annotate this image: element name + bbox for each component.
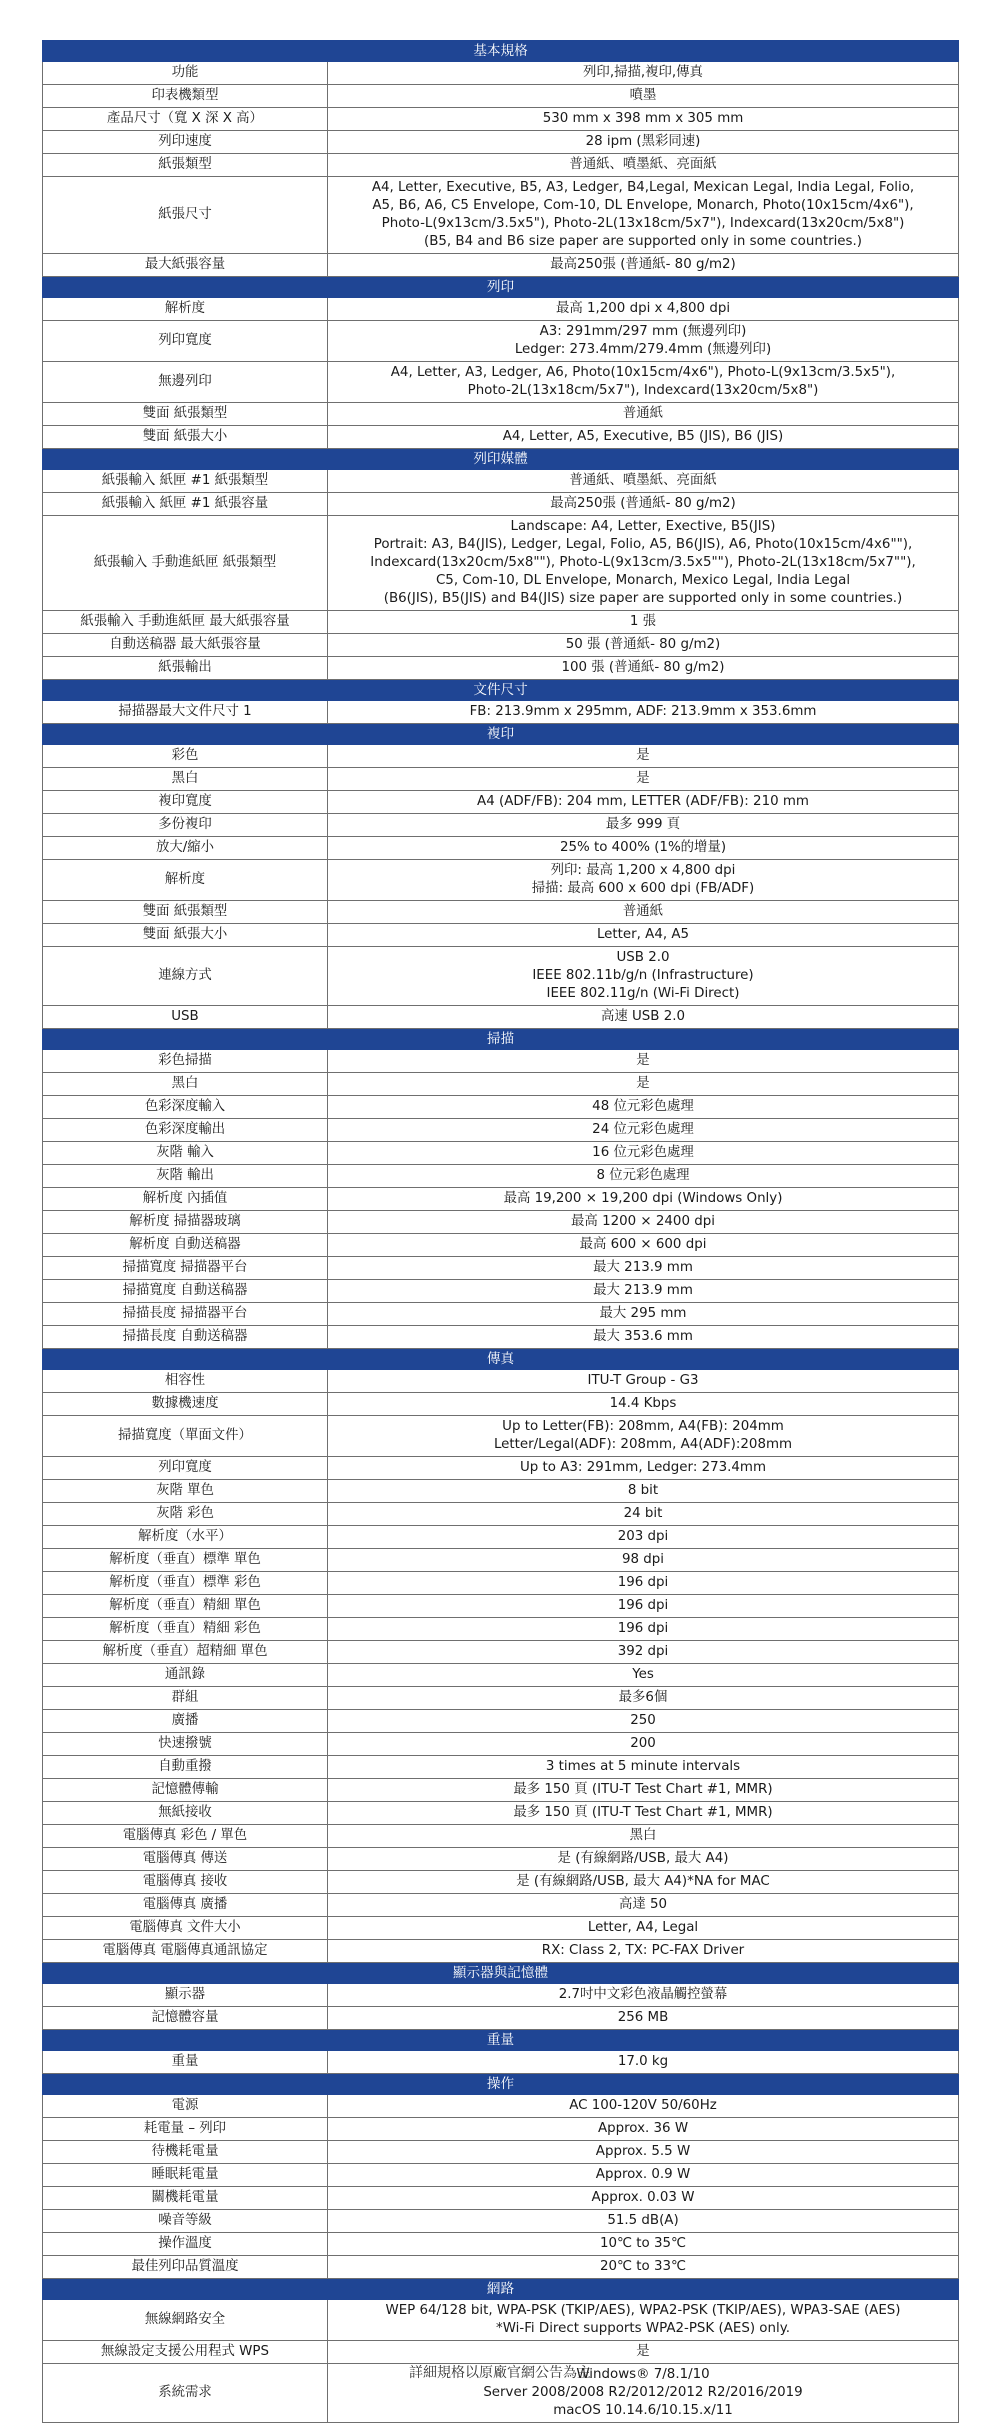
spec-row (43, 1257, 959, 1280)
spec-row (43, 1119, 959, 1142)
section-header (43, 1029, 959, 1050)
spec-value-line: IEEE 802.11b/g/n (Infrastructure) (532, 968, 754, 983)
spec-label: 掃描長度 自動送稿器 (43, 1326, 328, 1349)
spec-value: 14.4 Kbps (328, 1393, 959, 1416)
spec-row (43, 814, 959, 837)
spec-row (43, 1618, 959, 1641)
section-title: 網路 (43, 2279, 959, 2300)
spec-value: 98 dpi (328, 1549, 959, 1572)
spec-row (43, 1211, 959, 1234)
spec-value-line: macOS 10.14.6/10.15.x/11 (553, 2403, 733, 2418)
spec-value: 1 張 (328, 611, 959, 634)
spec-row (43, 1595, 959, 1618)
spec-row (43, 791, 959, 814)
spec-value: 16 位元彩色處理 (328, 1142, 959, 1165)
spec-value-line: Server 2008/2008 R2/2012/2012 R2/2016/2019 (483, 2385, 803, 2400)
spec-label: 電源 (43, 2095, 328, 2118)
spec-label: 紙張輸入 手動進紙匣 紙張類型 (43, 516, 328, 611)
spec-value: 噴墨 (328, 85, 959, 108)
spec-row (43, 1825, 959, 1848)
spec-value-line: WEP 64/128 bit, WPA-PSK (TKIP/AES), WPA2-PSK (TKIP/AES), WPA3-SAE (AES) (385, 2303, 901, 2318)
spec-value: 51.5 dB(A) (328, 2210, 959, 2233)
section-title: 重量 (43, 2030, 959, 2051)
section-title: 傳真 (43, 1349, 959, 1370)
spec-value: 最多 150 頁 (ITU-T Test Chart #1, MMR) (328, 1802, 959, 1825)
spec-row (43, 1503, 959, 1526)
spec-label: 最大紙張容量 (43, 254, 328, 277)
spec-label: 產品尺寸（寬 X 深 X 高） (43, 108, 328, 131)
spec-label: 無線網路安全 (43, 2300, 328, 2341)
spec-row (43, 1848, 959, 1871)
spec-row (43, 1188, 959, 1211)
spec-value: 高達 50 (328, 1894, 959, 1917)
spec-row (43, 1050, 959, 1073)
spec-label: 操作溫度 (43, 2233, 328, 2256)
spec-row (43, 85, 959, 108)
spec-label: 電腦傳真 電腦傳真通訊協定 (43, 1940, 328, 1963)
section-header (43, 449, 959, 470)
spec-label: 紙張輸入 紙匣 #1 紙張容量 (43, 493, 328, 516)
spec-value: 20℃ to 33℃ (328, 2256, 959, 2279)
spec-value: Approx. 36 W (328, 2118, 959, 2141)
section-header (43, 277, 959, 298)
spec-label: 廣播 (43, 1710, 328, 1733)
spec-value: 196 dpi (328, 1618, 959, 1641)
spec-label: 噪音等級 (43, 2210, 328, 2233)
spec-label: 印表機類型 (43, 85, 328, 108)
spec-label: 雙面 紙張類型 (43, 901, 328, 924)
spec-label: 電腦傳真 接收 (43, 1871, 328, 1894)
spec-value-line: A5, B6, A6, C5 Envelope, Com-10, DL Envelope, Monarch, Photo(10x15cm/4x6"), (372, 198, 914, 213)
section-title: 複印 (43, 724, 959, 745)
spec-row (43, 426, 959, 449)
spec-row (43, 2233, 959, 2256)
spec-value: 最大 213.9 mm (328, 1257, 959, 1280)
spec-value-line: Up to Letter(FB): 208mm, A4(FB): 204mm (502, 1419, 784, 1434)
spec-row (43, 2095, 959, 2118)
spec-value (328, 516, 959, 611)
spec-value-line: (B6(JIS), B5(JIS) and B4(JIS) size paper are supported only in some countries.) (383, 591, 903, 606)
spec-label: 關機耗電量 (43, 2187, 328, 2210)
spec-label: 睡眠耗電量 (43, 2164, 328, 2187)
spec-row (43, 254, 959, 277)
spec-row (43, 2187, 959, 2210)
spec-value: Yes (328, 1664, 959, 1687)
spec-value: FB: 213.9mm x 295mm, ADF: 213.9mm x 353.6mm (328, 701, 959, 724)
spec-value-line: 列印: 最高 1,200 x 4,800 dpi (550, 863, 736, 878)
spec-value: 普通紙、噴墨紙、亮面紙 (328, 154, 959, 177)
spec-label: 多份複印 (43, 814, 328, 837)
spec-row (43, 154, 959, 177)
spec-row (43, 1917, 959, 1940)
spec-label: 列印寬度 (43, 321, 328, 362)
spec-row (43, 657, 959, 680)
spec-row (43, 1303, 959, 1326)
spec-value: 530 mm x 398 mm x 305 mm (328, 108, 959, 131)
spec-label: 彩色 (43, 745, 328, 768)
spec-row (43, 634, 959, 657)
section-title: 基本規格 (43, 41, 959, 62)
spec-label: 顯示器 (43, 1984, 328, 2007)
spec-value: 196 dpi (328, 1572, 959, 1595)
spec-row (43, 470, 959, 493)
spec-label: 功能 (43, 62, 328, 85)
spec-label: 黑白 (43, 768, 328, 791)
spec-row (43, 1572, 959, 1595)
spec-row (43, 1073, 959, 1096)
section-title: 操作 (43, 2074, 959, 2095)
spec-row (43, 177, 959, 254)
section-title: 掃描 (43, 1029, 959, 1050)
spec-row (43, 1940, 959, 1963)
spec-label: 系統需求 (43, 2364, 328, 2423)
spec-row (43, 1326, 959, 1349)
spec-label: 電腦傳真 彩色 / 單色 (43, 1825, 328, 1848)
spec-label: 電腦傳真 廣播 (43, 1894, 328, 1917)
spec-value-line: Windows® 7/8.1/10 (576, 2367, 710, 2382)
spec-value: 是 (有線網路/USB, 最大 A4)*NA for MAC (328, 1871, 959, 1894)
spec-row (43, 2118, 959, 2141)
spec-row (43, 901, 959, 924)
spec-label: 解析度 自動送稿器 (43, 1234, 328, 1257)
spec-value: 200 (328, 1733, 959, 1756)
spec-value: 最高250張 (普通紙- 80 g/m2) (328, 493, 959, 516)
spec-value: 24 位元彩色處理 (328, 1119, 959, 1142)
spec-row (43, 860, 959, 901)
spec-label: USB (43, 1006, 328, 1029)
spec-row (43, 362, 959, 403)
spec-value-line: IEEE 802.11g/n (Wi-Fi Direct) (546, 986, 740, 1001)
spec-value: 50 張 (普通紙- 80 g/m2) (328, 634, 959, 657)
spec-value: 48 位元彩色處理 (328, 1096, 959, 1119)
spec-row (43, 1984, 959, 2007)
spec-value: 24 bit (328, 1503, 959, 1526)
spec-label: 群組 (43, 1687, 328, 1710)
spec-label: 記憶體傳輸 (43, 1779, 328, 1802)
spec-value-line: USB 2.0 (616, 950, 670, 965)
spec-row (43, 1687, 959, 1710)
spec-value: A4, Letter, A5, Executive, B5 (JIS), B6 (JIS) (328, 426, 959, 449)
spec-label: 電腦傳真 傳送 (43, 1848, 328, 1871)
spec-table-body (43, 41, 959, 2423)
spec-value: 普通紙 (328, 403, 959, 426)
spec-label: 掃描器最大文件尺寸 1 (43, 701, 328, 724)
spec-value: 最高 19,200 × 19,200 dpi (Windows Only) (328, 1188, 959, 1211)
spec-value: 256 MB (328, 2007, 959, 2030)
spec-value: 8 bit (328, 1480, 959, 1503)
spec-row (43, 493, 959, 516)
spec-label: 紙張尺寸 (43, 177, 328, 254)
spec-value: 25% to 400% (1%的增量) (328, 837, 959, 860)
spec-value-line: A4, Letter, A3, Ledger, A6, Photo(10x15cm/4x6"), Photo-L(9x13cm/3.5x5"), (390, 365, 896, 380)
spec-label: 紙張輸入 手動進紙匣 最大紙張容量 (43, 611, 328, 634)
spec-label: 掃描長度 掃描器平台 (43, 1303, 328, 1326)
spec-label: 複印寬度 (43, 791, 328, 814)
spec-label: 電腦傳真 文件大小 (43, 1917, 328, 1940)
spec-value (328, 321, 959, 362)
spec-row (43, 1664, 959, 1687)
spec-value-line: C5, Com-10, DL Envelope, Monarch, Mexico Legal, India Legal (435, 573, 851, 588)
spec-label: 解析度 (43, 860, 328, 901)
spec-row (43, 1894, 959, 1917)
spec-row (43, 2341, 959, 2364)
section-title: 文件尺寸 (43, 680, 959, 701)
spec-label: 自動送稿器 最大紙張容量 (43, 634, 328, 657)
spec-row (43, 1480, 959, 1503)
spec-row (43, 701, 959, 724)
spec-row (43, 131, 959, 154)
spec-label: 無線設定支援公用程式 WPS (43, 2341, 328, 2364)
spec-label: 黑白 (43, 1073, 328, 1096)
spec-value (328, 860, 959, 901)
spec-label: 解析度 掃描器玻璃 (43, 1211, 328, 1234)
spec-row (43, 2007, 959, 2030)
spec-row (43, 1779, 959, 1802)
spec-row (43, 2141, 959, 2164)
section-header (43, 2279, 959, 2300)
spec-row (43, 768, 959, 791)
spec-row (43, 1641, 959, 1664)
footer-note: 詳細規格以原廠官網公告為主 (409, 2365, 591, 2381)
spec-row (43, 1549, 959, 1572)
spec-value: 是 (328, 2341, 959, 2364)
spec-value: 最高 1200 × 2400 dpi (328, 1211, 959, 1234)
spec-value: Approx. 0.03 W (328, 2187, 959, 2210)
spec-value: 是 (328, 768, 959, 791)
spec-label: 灰階 單色 (43, 1480, 328, 1503)
spec-value (328, 2300, 959, 2341)
spec-row (43, 837, 959, 860)
spec-value: 高速 USB 2.0 (328, 1006, 959, 1029)
spec-row (43, 1756, 959, 1779)
spec-row (43, 516, 959, 611)
spec-row (43, 1096, 959, 1119)
spec-label: 解析度（水平） (43, 1526, 328, 1549)
spec-value: 250 (328, 1710, 959, 1733)
spec-value: 28 ipm (黑彩同速) (328, 131, 959, 154)
spec-value: 最高 1,200 dpi x 4,800 dpi (328, 298, 959, 321)
spec-label: 解析度（垂直）標準 彩色 (43, 1572, 328, 1595)
spec-value: 203 dpi (328, 1526, 959, 1549)
spec-label: 色彩深度輸入 (43, 1096, 328, 1119)
spec-value: 3 times at 5 minute intervals (328, 1756, 959, 1779)
spec-label: 灰階 輸入 (43, 1142, 328, 1165)
spec-row (43, 1710, 959, 1733)
section-header (43, 1349, 959, 1370)
spec-value: 2.7吋中文彩色液晶觸控螢幕 (328, 1984, 959, 2007)
spec-label: 解析度 內插值 (43, 1188, 328, 1211)
spec-row (43, 611, 959, 634)
spec-value: 列印,掃描,複印,傳真 (328, 62, 959, 85)
section-header (43, 724, 959, 745)
spec-row (43, 2164, 959, 2187)
spec-row (43, 1871, 959, 1894)
spec-value: 普通紙 (328, 901, 959, 924)
spec-row (43, 947, 959, 1006)
spec-row (43, 2300, 959, 2341)
spec-label: 耗電量 – 列印 (43, 2118, 328, 2141)
spec-value-line: Indexcard(13x20cm/5x8""), Photo-L(9x13cm/3.5x5""), Photo-2L(13x18cm/5x7""), (370, 555, 916, 570)
spec-label: 紙張輸出 (43, 657, 328, 680)
spec-label: 列印寬度 (43, 1457, 328, 1480)
spec-value-line: *Wi-Fi Direct supports WPA2-PSK (AES) only. (496, 2321, 790, 2336)
section-title: 列印媒體 (43, 449, 959, 470)
spec-value-line: A3: 291mm/297 mm (無邊列印) (539, 324, 747, 339)
spec-row (43, 1280, 959, 1303)
spec-label: 記憶體容量 (43, 2007, 328, 2030)
spec-value-line: Landscape: A4, Letter, Exective, B5(JIS) (510, 519, 776, 534)
spec-label: 待機耗電量 (43, 2141, 328, 2164)
spec-row (43, 62, 959, 85)
spec-label: 無邊列印 (43, 362, 328, 403)
spec-value-line: Letter/Legal(ADF): 208mm, A4(ADF):208mm (493, 1437, 793, 1452)
spec-value: 最高250張 (普通紙- 80 g/m2) (328, 254, 959, 277)
spec-value: 黑白 (328, 1825, 959, 1848)
spec-value: 普通紙、噴墨紙、亮面紙 (328, 470, 959, 493)
spec-value: 392 dpi (328, 1641, 959, 1664)
spec-label: 列印速度 (43, 131, 328, 154)
spec-row (43, 298, 959, 321)
spec-label: 解析度（垂直）超精細 單色 (43, 1641, 328, 1664)
spec-row (43, 108, 959, 131)
spec-row (43, 924, 959, 947)
spec-value (328, 177, 959, 254)
spec-value: Approx. 5.5 W (328, 2141, 959, 2164)
spec-value: 最多6個 (328, 1687, 959, 1710)
spec-label: 快速撥號 (43, 1733, 328, 1756)
spec-value: 196 dpi (328, 1595, 959, 1618)
spec-row (43, 1234, 959, 1257)
spec-value: 17.0 kg (328, 2051, 959, 2074)
spec-value-line: A4, Letter, Executive, B5, A3, Ledger, B4,Legal, Mexican Legal, India Legal, Folio, (371, 180, 915, 195)
spec-label: 雙面 紙張類型 (43, 403, 328, 426)
spec-label: 紙張輸入 紙匣 #1 紙張類型 (43, 470, 328, 493)
spec-row (43, 1006, 959, 1029)
spec-value: 最多 999 頁 (328, 814, 959, 837)
spec-label: 相容性 (43, 1370, 328, 1393)
spec-value: 是 (328, 1050, 959, 1073)
spec-label: 掃描寬度 掃描器平台 (43, 1257, 328, 1280)
spec-value: ITU-T Group - G3 (328, 1370, 959, 1393)
section-header (43, 41, 959, 62)
spec-value: 是 (328, 1073, 959, 1096)
spec-value (328, 1416, 959, 1457)
spec-value (328, 362, 959, 403)
spec-value: A4 (ADF/FB): 204 mm, LETTER (ADF/FB): 210 mm (328, 791, 959, 814)
spec-label: 掃描寬度（單面文件） (43, 1416, 328, 1457)
spec-value: 最多 150 頁 (ITU-T Test Chart #1, MMR) (328, 1779, 959, 1802)
spec-label: 通訊錄 (43, 1664, 328, 1687)
spec-label: 最佳列印品質溫度 (43, 2256, 328, 2279)
section-header (43, 2074, 959, 2095)
spec-value: 最大 213.9 mm (328, 1280, 959, 1303)
spec-label: 放大/縮小 (43, 837, 328, 860)
spec-row (43, 1733, 959, 1756)
spec-label: 連線方式 (43, 947, 328, 1006)
spec-label: 重量 (43, 2051, 328, 2074)
spec-value: 10℃ to 35℃ (328, 2233, 959, 2256)
spec-row (43, 321, 959, 362)
section-title: 列印 (43, 277, 959, 298)
spec-value: Letter, A4, A5 (328, 924, 959, 947)
spec-label: 雙面 紙張大小 (43, 426, 328, 449)
spec-value: 100 張 (普通紙- 80 g/m2) (328, 657, 959, 680)
spec-label: 解析度（垂直）標準 單色 (43, 1549, 328, 1572)
spec-value: Letter, A4, Legal (328, 1917, 959, 1940)
spec-value: RX: Class 2, TX: PC-FAX Driver (328, 1940, 959, 1963)
spec-row (43, 1416, 959, 1457)
spec-label: 掃描寬度 自動送稿器 (43, 1280, 328, 1303)
spec-value-line: Photo-L(9x13cm/3.5x5"), Photo-2L(13x18cm/5x7"), Indexcard(13x20cm/5x8") (381, 216, 905, 231)
spec-value-line: (B5, B4 and B6 size paper are supported only in some countries.) (423, 234, 862, 249)
spec-value: 最大 353.6 mm (328, 1326, 959, 1349)
spec-value: Approx. 0.9 W (328, 2164, 959, 2187)
spec-label: 色彩深度輸出 (43, 1119, 328, 1142)
spec-table (42, 40, 959, 2423)
spec-label: 解析度（垂直）精細 單色 (43, 1595, 328, 1618)
spec-row (43, 2256, 959, 2279)
spec-label: 灰階 輸出 (43, 1165, 328, 1188)
spec-row (43, 1165, 959, 1188)
section-header (43, 680, 959, 701)
spec-label: 數據機速度 (43, 1393, 328, 1416)
spec-value: 是 (328, 745, 959, 768)
spec-row (43, 1526, 959, 1549)
spec-row (43, 1457, 959, 1480)
spec-row (43, 403, 959, 426)
spec-row (43, 2051, 959, 2074)
spec-row (43, 745, 959, 768)
spec-value-line: Ledger: 273.4mm/279.4mm (無邊列印) (514, 342, 772, 357)
spec-value: Up to A3: 291mm, Ledger: 273.4mm (328, 1457, 959, 1480)
spec-row (43, 1393, 959, 1416)
section-title: 顯示器與記憶體 (43, 1963, 959, 1984)
spec-label: 無紙接收 (43, 1802, 328, 1825)
spec-label: 解析度（垂直）精細 彩色 (43, 1618, 328, 1641)
spec-label: 紙張類型 (43, 154, 328, 177)
spec-label: 彩色掃描 (43, 1050, 328, 1073)
spec-row (43, 1370, 959, 1393)
spec-row (43, 2210, 959, 2233)
spec-value: AC 100-120V 50/60Hz (328, 2095, 959, 2118)
spec-value-line: Photo-2L(13x18cm/5x7"), Indexcard(13x20cm/5x8") (467, 383, 819, 398)
section-header (43, 2030, 959, 2051)
section-header (43, 1963, 959, 1984)
spec-row (43, 1802, 959, 1825)
spec-value: 最大 295 mm (328, 1303, 959, 1326)
spec-value: 8 位元彩色處理 (328, 1165, 959, 1188)
spec-value (328, 947, 959, 1006)
spec-value: 是 (有線網路/USB, 最大 A4) (328, 1848, 959, 1871)
spec-label: 自動重撥 (43, 1756, 328, 1779)
spec-row (43, 1142, 959, 1165)
spec-value-line: Portrait: A3, B4(JIS), Ledger, Legal, Folio, A5, B6(JIS), A6, Photo(10x15cm/4x6""), (373, 537, 913, 552)
spec-label: 灰階 彩色 (43, 1503, 328, 1526)
spec-label: 雙面 紙張大小 (43, 924, 328, 947)
spec-value: 最高 600 × 600 dpi (328, 1234, 959, 1257)
spec-label: 解析度 (43, 298, 328, 321)
spec-value-line: 掃描: 最高 600 x 600 dpi (FB/ADF) (531, 881, 755, 896)
